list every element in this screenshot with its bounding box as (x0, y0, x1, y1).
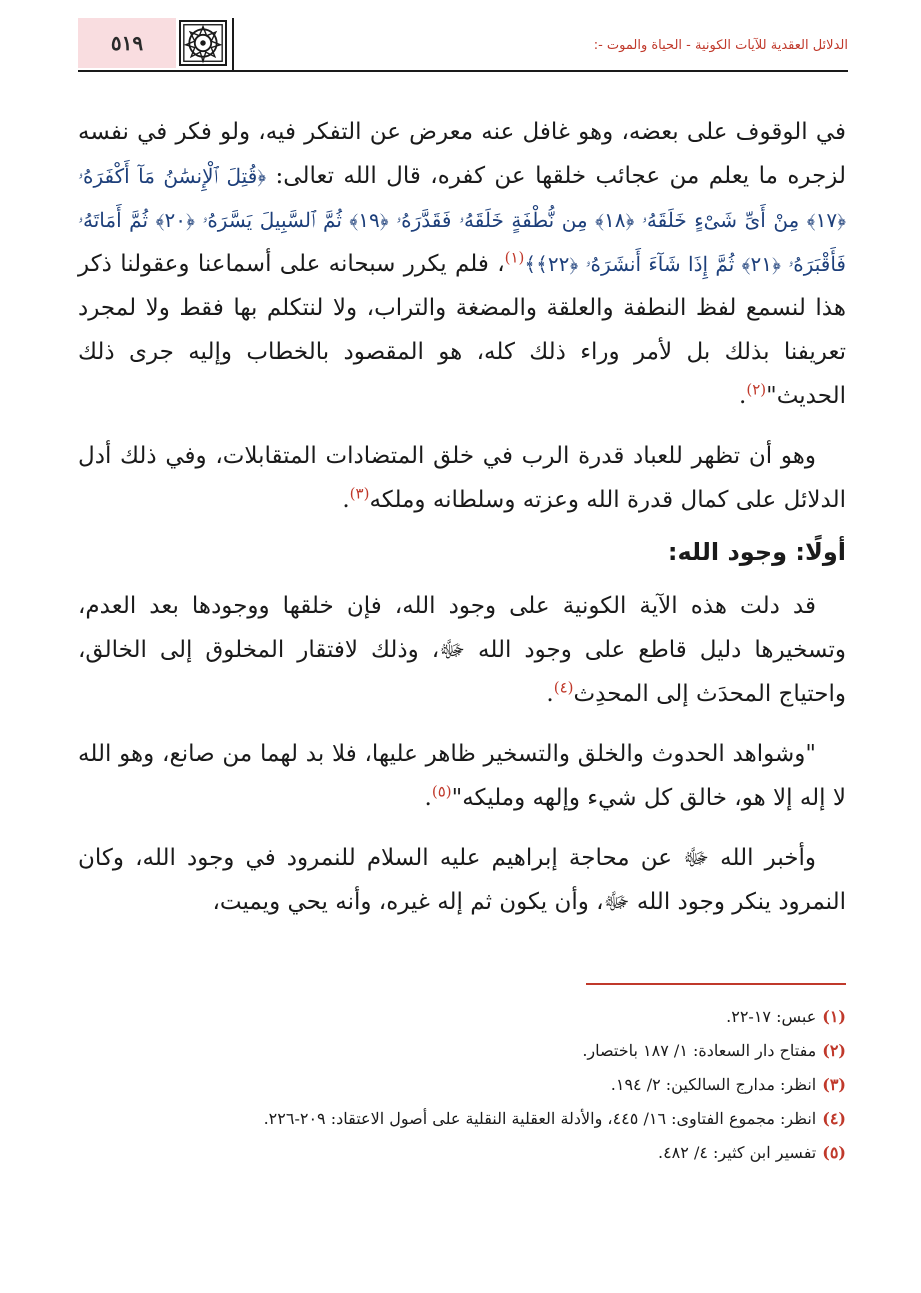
footnote-ref-2[interactable]: (٢) (746, 380, 767, 399)
page-header (78, 18, 848, 72)
paragraph-2-end: . (342, 487, 350, 513)
footnote-item (78, 1000, 846, 1034)
paragraph-3-end: . (546, 681, 554, 707)
running-title: الدلائل العقدية للآيات الكونية - الحياة والموت -: (593, 38, 848, 53)
footnote-text: انظر: مجموع الفتاوى: ١٦/ ٤٤٥، والأدلة العقلية النقلية على أصول الاعتقاد: ٢٠٩-٢٢٦. (263, 1109, 817, 1128)
footnote-ref-1[interactable]: (١) (504, 248, 525, 267)
footnote-ref-5[interactable]: (٥) (431, 782, 452, 801)
footnote-number: (٤) (822, 1109, 846, 1128)
header-rule (78, 70, 848, 72)
section-heading: أولًا: وجود الله: (667, 538, 846, 566)
footnote-item (78, 1034, 846, 1068)
footnote-text: تفسير ابن كثير: ٤/ ٤٨٢. (657, 1143, 817, 1162)
footnote-item (78, 1102, 846, 1136)
paragraph-3 (78, 584, 846, 716)
footnote-number: (٣) (822, 1075, 846, 1094)
paragraph-2-text: وهو أن تظهر للعباد قدرة الرب في خلق المتضادات المتقابلات، وفي ذلك أدل الدلائل على كمال قدرة الله وعزته وسلطانه وملكه (78, 443, 846, 513)
paragraph-2 (78, 434, 846, 522)
page-number: ٥١٩ (78, 18, 176, 68)
footnote-number: (٥) (822, 1143, 846, 1162)
paragraph-1-continued: ، فلم يكرر سبحانه على أسماعنا وعقولنا ذكر هذا لنسمع لفظ النطفة والعلقة والمضغة والتراب، ولا لنتكلم بها فقط ولا لمجرد تعريفنا بذلك بل لأمر وراء ذلك كله، هو المقصود بالخطاب وإليه جرى ذلك الحديث" (78, 251, 846, 409)
footnote-number: (١) (822, 1007, 846, 1026)
ornament-icon (179, 20, 227, 66)
header-divider (232, 18, 234, 70)
paragraph-1-end: . (739, 383, 747, 409)
paragraph-4-end: . (424, 785, 432, 811)
footnote-separator (586, 983, 846, 985)
footnote-ref-3[interactable]: (٣) (349, 484, 370, 503)
footnote-text: مفتاح دار السعادة: ١/ ١٨٧ باختصار. (582, 1041, 817, 1060)
footnote-ref-4[interactable]: (٤) (553, 678, 574, 697)
footnote-text: انظر: مدارج السالكين: ٢/ ١٩٤. (610, 1075, 817, 1094)
footnote-item (78, 1136, 846, 1170)
paragraph-4 (78, 732, 846, 820)
paragraph-1-text: في الوقوف على بعضه، وهو غافل عنه معرض عن التفكر فيه، ولو فكر في نفسه لزجره ما يعلم من عجائب خلقها عن كفره، قال الله تعالى: (78, 119, 847, 189)
footnote-text: عبس: ١٧-٢٢. (726, 1007, 817, 1026)
paragraph-4-text: "وشواهد الحدوث والخلق والتسخير ظاهر عليها، فلا بد لهما من صانع، وهو الله لا إله إلا هو، خالق كل شيء وإلهه ومليكه" (78, 741, 846, 811)
footnote-number: (٢) (822, 1041, 846, 1060)
quran-verse: ﴿قُتِلَ ٱلْإِنسَٰنُ مَآ أَكْفَرَهُۥ ﴿١٧﴾ مِنْ أَىِّ شَىْءٍ خَلَقَهُۥ ﴿١٨﴾ مِن نُّطْفَةٍ خَلَقَهُۥ فَقَدَّرَهُۥ ﴿١٩﴾ ثُمَّ ٱلسَّبِيلَ يَسَّرَهُۥ ﴿٢٠﴾ ثُمَّ أَمَاتَهُۥ فَأَقْبَرَهُۥ ﴿٢١﴾ ثُمَّ إِذَا شَآءَ أَنشَرَهُۥ ﴿٢٢﴾﴾ (78, 164, 847, 276)
paragraph-1 (78, 110, 846, 418)
footnotes (78, 1000, 846, 1170)
main-text (78, 110, 846, 940)
footnote-item (78, 1068, 846, 1102)
paragraph-5: وأخبر الله ﷻ عن محاجة إبراهيم عليه السلام للنمرود في وجود الله، وكان النمرود ينكر وجود الله ﷻ، وأن يكون ثم إله غيره، وأنه يحي ويميت، (78, 845, 846, 915)
paragraph-3-text: قد دلت هذه الآية الكونية على وجود الله، فإن خلقها ووجودها بعد العدم، وتسخيرها دليل قاطع على وجود الله ﷻ، وذلك لافتقار المخلوق إلى الخالق، واحتياج المحدَث إلى المحدِث (78, 593, 846, 707)
